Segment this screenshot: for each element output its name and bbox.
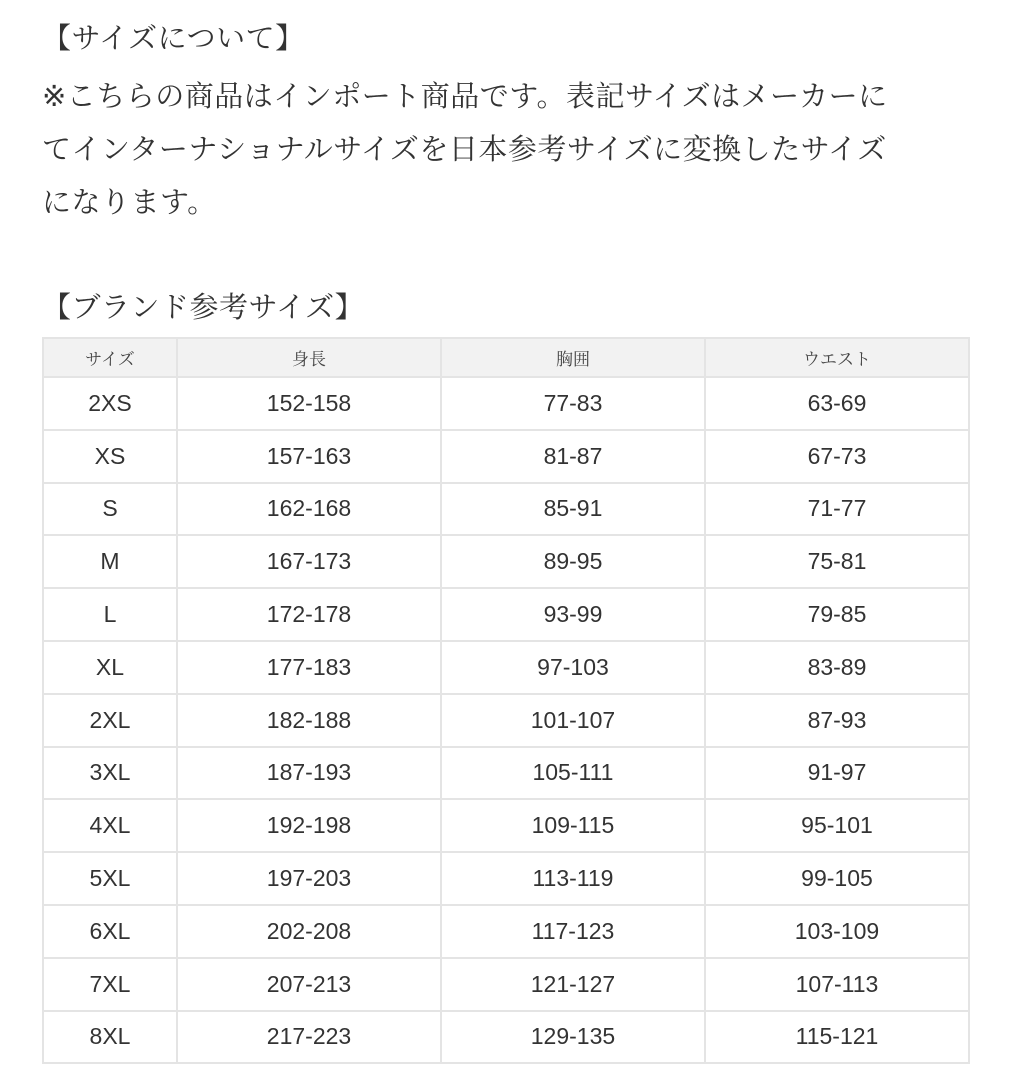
cell-chest: 129-135 xyxy=(442,1012,704,1063)
cell-size: 6XL xyxy=(44,906,176,957)
cell-waist: 83-89 xyxy=(706,642,968,693)
cell-chest: 85-91 xyxy=(442,484,704,535)
cell-chest: 117-123 xyxy=(442,906,704,957)
table-row xyxy=(44,484,968,535)
cell-waist: 91-97 xyxy=(706,748,968,799)
cell-chest: 93-99 xyxy=(442,589,704,640)
header-chest: 胸囲 xyxy=(442,339,704,376)
cell-waist: 115-121 xyxy=(706,1012,968,1063)
table-row xyxy=(44,431,968,482)
table-row xyxy=(44,695,968,746)
cell-size: 7XL xyxy=(44,959,176,1010)
cell-height: 172-178 xyxy=(178,589,440,640)
cell-height: 167-173 xyxy=(178,536,440,587)
size-info-title: 【サイズについて】 xyxy=(42,21,305,55)
cell-size: 2XS xyxy=(44,378,176,429)
cell-chest: 77-83 xyxy=(442,378,704,429)
cell-chest: 109-115 xyxy=(442,800,704,851)
table-row xyxy=(44,378,968,429)
cell-waist: 67-73 xyxy=(706,431,968,482)
cell-chest: 81-87 xyxy=(442,431,704,482)
cell-height: 202-208 xyxy=(178,906,440,957)
table-row xyxy=(44,748,968,799)
header-size: サイズ xyxy=(44,339,176,376)
table-body xyxy=(44,378,968,1062)
table-row xyxy=(44,589,968,640)
cell-size: S xyxy=(44,484,176,535)
cell-waist: 95-101 xyxy=(706,800,968,851)
cell-height: 152-158 xyxy=(178,378,440,429)
cell-waist: 87-93 xyxy=(706,695,968,746)
cell-chest: 113-119 xyxy=(442,853,704,904)
cell-waist: 79-85 xyxy=(706,589,968,640)
table-row xyxy=(44,536,968,587)
cell-waist: 99-105 xyxy=(706,853,968,904)
cell-chest: 121-127 xyxy=(442,959,704,1010)
cell-height: 217-223 xyxy=(178,1012,440,1063)
cell-waist: 75-81 xyxy=(706,536,968,587)
cell-size: L xyxy=(44,589,176,640)
notice-line: てインターナショナルサイズを日本参考サイズに変換したサイズ xyxy=(42,132,887,166)
cell-height: 177-183 xyxy=(178,642,440,693)
table-row xyxy=(44,853,968,904)
cell-waist: 71-77 xyxy=(706,484,968,535)
cell-waist: 107-113 xyxy=(706,959,968,1010)
cell-height: 182-188 xyxy=(178,695,440,746)
cell-size: XS xyxy=(44,431,176,482)
table-row xyxy=(44,906,968,957)
cell-size: M xyxy=(44,536,176,587)
cell-height: 207-213 xyxy=(178,959,440,1010)
cell-chest: 89-95 xyxy=(442,536,704,587)
cell-size: 4XL xyxy=(44,800,176,851)
cell-height: 162-168 xyxy=(178,484,440,535)
cell-size: XL xyxy=(44,642,176,693)
cell-chest: 105-111 xyxy=(442,748,704,799)
table-header-row xyxy=(44,339,968,376)
cell-size: 3XL xyxy=(44,748,176,799)
cell-height: 197-203 xyxy=(178,853,440,904)
cell-size: 8XL xyxy=(44,1012,176,1063)
cell-waist: 63-69 xyxy=(706,378,968,429)
cell-chest: 97-103 xyxy=(442,642,704,693)
cell-waist: 103-109 xyxy=(706,906,968,957)
cell-size: 5XL xyxy=(44,853,176,904)
cell-height: 192-198 xyxy=(178,800,440,851)
size-chart-table xyxy=(42,337,970,1064)
notice-line: ※こちらの商品はインポート商品です。表記サイズはメーカーに xyxy=(42,79,888,113)
cell-chest: 101-107 xyxy=(442,695,704,746)
cell-height: 187-193 xyxy=(178,748,440,799)
header-height: 身長 xyxy=(178,339,440,376)
table-row xyxy=(44,642,968,693)
cell-height: 157-163 xyxy=(178,431,440,482)
table-row xyxy=(44,1012,968,1063)
table-row xyxy=(44,800,968,851)
table-row xyxy=(44,959,968,1010)
cell-size: 2XL xyxy=(44,695,176,746)
brand-size-title: 【ブランド参考サイズ】 xyxy=(42,290,365,324)
header-waist: ウエスト xyxy=(706,339,968,376)
notice-line: になります。 xyxy=(42,185,217,219)
import-notice xyxy=(42,70,972,229)
